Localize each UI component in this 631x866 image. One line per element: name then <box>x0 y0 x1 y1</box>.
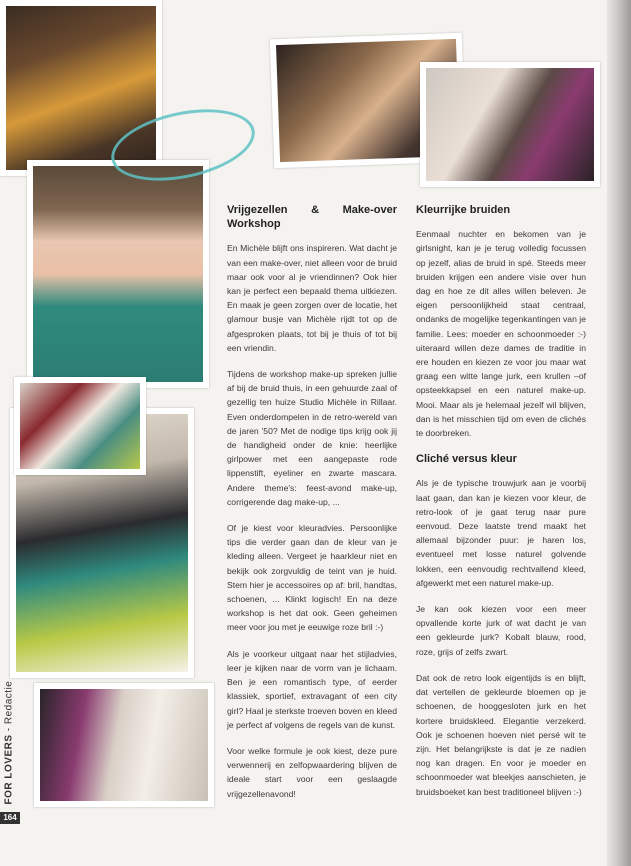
left-paragraph-2: Tijdens de workshop make-up spreken jullie af bij de bruid thuis, in een gehuurde zaal of gezellig ten huize Studio Michèle in Rillaar. Even onderdompelen in de retro-wereld van de jaren '50? Met de nodige tips krijg ook jij de handigheid onder de knie: heerlijke girlpower met een aangepaste rode lippenstift, eyeliner en zwarte mascara. Andere theme's: feest-avond make-up, corrigerende dag make-up, ... <box>227 369 397 507</box>
right-paragraph-1: Eenmaal nuchter en bekomen van je girlsnight, kan je je terug volledig focussen op jezelf, alias de bruid in spé. Steeds meer bruiden krijgen een andere visie over hun dag en hoe ze dit alles willen beleven. Je eigen persoonlijkheid staat centraal, ondanks de mogelijke tegenkantingen van je familie. Lees: moeder en schoonmoeder :-) uiteraard willen deze dames de traditie in ere houden en kiezen ze voor jou maar wat graag een witte lange jurk, een krullen –of opsteekkapsel en een naturel make-up. Mooi. Maar als je helemaal jezelf wil blijven, dan is het misschien tijd om even de clichés te doorbreken. <box>416 229 586 439</box>
section-name: - Redactie <box>3 680 15 735</box>
brand-label: FOR LOVERS <box>3 734 15 805</box>
final-touch-photo <box>34 683 214 807</box>
bride-makeup-photo <box>420 62 600 187</box>
right-paragraph-2: Als je de typische trouwjurk aan je voorbij laat gaan, dan kan je kiezen voor kleur, de retro-look of je gaat terug naar pure eenvoud. Deze laatste trend maakt het allemaal bijzonder puur: je haren los, eventueel met losse naturel golvende lokken, een eenvoudig rechtvallend kleed, afgewerkt met een naturel make-up. <box>416 478 586 588</box>
section-label <box>2 680 16 806</box>
left-heading: Vrijgezellen & Make-over Workshop <box>227 204 397 231</box>
page-gutter-shadow <box>607 0 631 866</box>
page-number: 164 <box>0 812 20 824</box>
left-paragraph-5: Voor welke formule je ook kiest, deze pure verwennerij en zelfopwaardering blijven de ideale start voor een geslaagde vrijgezellenavond! <box>227 745 397 799</box>
left-paragraph-3: Of je kiest voor kleuradvies. Persoonlijke tips die verder gaan dan de kleur van je kleding alleen. Vergeet je haarkleur niet en bekijk ook zorgvuldig de teint van je huid. Stem hier je accessoires op af: bril, handtas, schoenen, ... Klinkt logisch! En na deze workshop is het dat ook. Geen geheimen meer voor jou met je eeuwige roze bril :-) <box>227 523 397 633</box>
makeup-detail-photo <box>14 377 146 475</box>
right-subheading: Cliché versus kleur <box>416 453 517 466</box>
left-paragraph-1: En Michèle blijft ons inspireren. Wat dacht je van een make-over, niet alleen voor de bruid maar ook voor al je vriendinnen? Ook hier kan je perfect een bepaald thema uitkiezen. En maak je geen zorgen over de locatie, het glamour busje van Michèle rijdt tot op de afgesproken plaats, tot bij je thuis of tot bij een vriendin. <box>227 243 397 353</box>
right-text-column <box>416 204 586 811</box>
right-heading: Kleurrijke bruiden <box>416 204 511 216</box>
retro-bride-portrait <box>27 160 209 388</box>
left-text-column <box>227 204 397 813</box>
right-paragraph-3: Je kan ook kiezen voor een meer opvallende korte jurk of wat dacht je van een gekleurde jurk? Kobalt blauw, rood, roze, grijs of zelfs zwart. <box>416 604 586 657</box>
right-paragraph-4: Dat ook de retro look eigentijds is en blijft, dat vertellen de gekleurde bloemen op je schoenen, de hooggesloten jurk en het kortere bruidskleed. Elegantie verzekerd. Ook je schoenen hoeven niet persé wit te zijn. Het belangrijkste is dat je ze nadien nog kan dragen. En voor je moeder en schoonmoeder wat bleekjes aanschieten, je bruidsboeket kan best traditioneel blijven :-) <box>416 672 586 797</box>
left-paragraph-4: Als je voorkeur uitgaat naar het stijladvies, leer je kijken naar de vorm van je lichaam. Ben je een romantisch type, of eerder klassiek, sportief, extravagant of een city girl? Haal je sterkste troeven boven en kleed je perfect af volgens de regels van de kunst. <box>227 648 397 730</box>
